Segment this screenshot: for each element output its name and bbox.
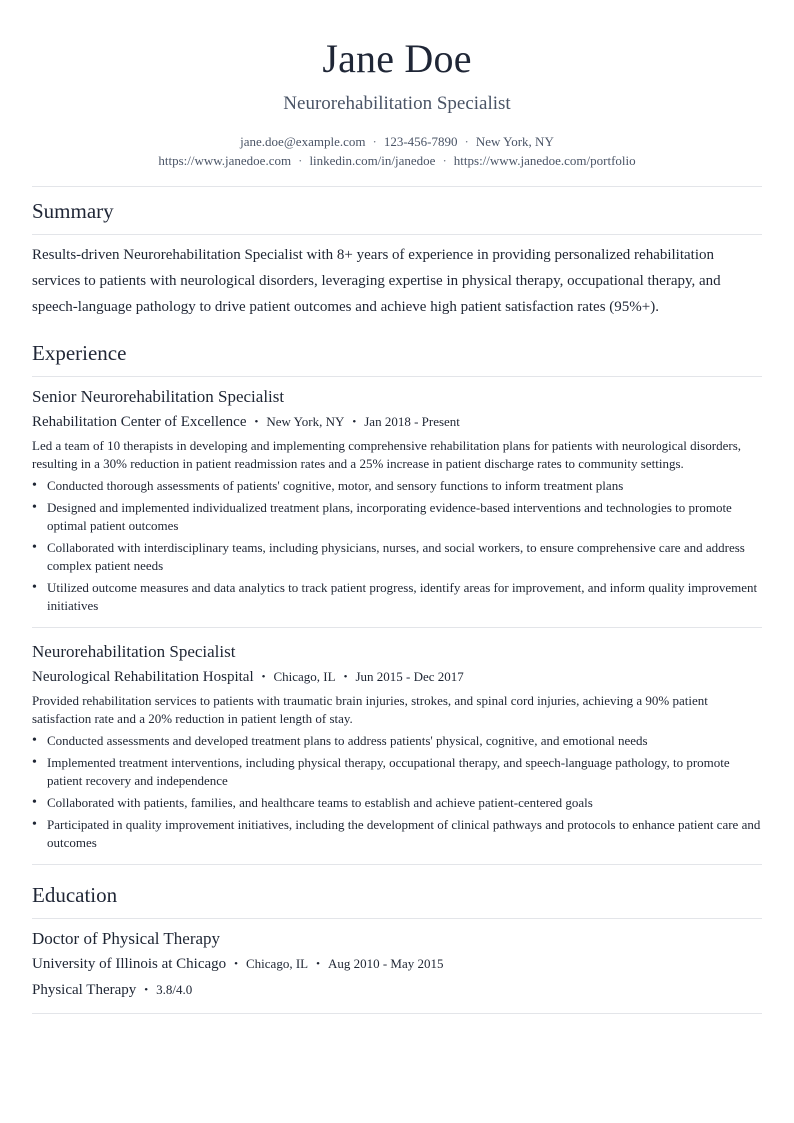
contact-separator: · — [442, 153, 447, 168]
field-of-study: Physical Therapy — [32, 982, 137, 998]
job-entry — [32, 386, 762, 615]
field-meta — [32, 980, 762, 1001]
list-item: • Collaborated with interdisciplinary teams, including physicians, nurses, and social workers, to ensure comprehensive care and address complex patient needs — [32, 539, 762, 575]
list-item: • Conducted thorough assessments of patients' cognitive, motor, and sensory functions to inform treatment plans — [32, 477, 762, 495]
job-title: Neurorehabilitation Specialist — [32, 642, 236, 661]
job-meta — [32, 412, 762, 433]
gpa-value: 3.8/4.0 — [156, 982, 193, 997]
meta-bullet: • — [254, 416, 259, 428]
summary-text: Results-driven Neurorehabilitation Specialist with 8+ years of experience in providing personalized rehabilitation services to patients with neurological disorders, leveraging expertise in physical therapy, occupational therapy, and speech-language pathology to drive patient outcomes and achieve high patient satisfaction rates (95%+). — [32, 247, 721, 315]
candidate-title: Neurorehabilitation Specialist — [283, 93, 511, 114]
meta-bullet: • — [352, 416, 357, 428]
job-location: Chicago, IL — [273, 669, 336, 684]
contact-row-links — [32, 151, 762, 170]
job-description: Led a team of 10 therapists in developing and implementing comprehensive rehabilitation plans for patients with neurological disorders, resulting in a 30% reduction in patient readmission rates and a 25% increase in patient discharge rates to community settings. — [32, 438, 742, 471]
portfolio-link[interactable]: https://www.janedoe.com/portfolio — [453, 153, 636, 168]
experience-heading: Experience — [32, 341, 127, 365]
contact-row-primary — [32, 132, 762, 151]
contact-separator: · — [372, 134, 377, 149]
meta-bullet: • — [316, 958, 320, 970]
summary-heading: Summary — [32, 199, 114, 223]
job-dates: Jun 2015 - Dec 2017 — [355, 669, 464, 684]
meta-bullet: • — [343, 671, 348, 683]
location-text: New York, NY — [475, 134, 554, 149]
school-name: University of Illinois at Chicago — [32, 956, 227, 972]
divider — [32, 186, 762, 187]
job-title: Senior Neurorehabilitation Specialist — [32, 387, 285, 406]
education-meta — [32, 954, 762, 975]
divider — [32, 627, 762, 628]
list-item: • Designed and implemented individualized treatment plans, incorporating evidence-based interventions and technologies to promote optimal patient outcomes — [32, 499, 762, 535]
meta-bullet: • — [144, 984, 149, 996]
degree-title: Doctor of Physical Therapy — [32, 929, 221, 948]
job-bullets — [32, 732, 762, 852]
linkedin-link[interactable]: linkedin.com/in/janedoe — [309, 153, 436, 168]
resume-header — [32, 0, 762, 170]
divider — [32, 234, 762, 235]
email-link[interactable]: jane.doe@example.com — [240, 134, 366, 149]
list-item: • Conducted assessments and developed treatment plans to address patients' physical, cognitive, and emotional needs — [32, 732, 762, 750]
divider — [32, 864, 762, 865]
website-link[interactable]: https://www.janedoe.com — [158, 153, 292, 168]
contact-separator: · — [298, 153, 303, 168]
list-item: • Collaborated with patients, families, and healthcare teams to establish and achieve patient-centered goals — [32, 794, 762, 812]
list-item: • Implemented treatment interventions, including physical therapy, occupational therapy, and speech-language pathology, to promote patient recovery and independence — [32, 754, 762, 790]
divider — [32, 1013, 762, 1014]
phone-text: 123-456-7890 — [383, 134, 458, 149]
candidate-name: Jane Doe — [322, 36, 472, 81]
job-entry — [32, 641, 762, 852]
divider — [32, 918, 762, 919]
education-entry — [32, 928, 762, 1001]
divider — [32, 376, 762, 377]
company-name: Neurological Rehabilitation Hospital — [32, 669, 254, 685]
meta-bullet: • — [234, 958, 238, 970]
education-dates: Aug 2010 - May 2015 — [327, 956, 444, 971]
meta-bullet: • — [261, 671, 266, 683]
job-description: Provided rehabilitation services to patients with traumatic brain injuries, strokes, and spinal cord injuries, achieving a 90% patient satisfaction rate and a 20% reduction in patient length of stay. — [32, 693, 708, 726]
resume-page — [32, 0, 762, 1014]
job-location: New York, NY — [266, 414, 345, 429]
list-item: • Utilized outcome measures and data analytics to track patient progress, identify areas for improvement, and inform quality improvement initiatives — [32, 579, 762, 615]
company-name: Rehabilitation Center of Excellence — [32, 414, 247, 430]
education-heading: Education — [32, 883, 118, 907]
job-dates: Jan 2018 - Present — [364, 414, 460, 429]
school-location: Chicago, IL — [246, 956, 309, 971]
list-item: • Participated in quality improvement initiatives, including the development of clinical pathways and protocols to enhance patient care and outcomes — [32, 816, 762, 852]
job-bullets — [32, 477, 762, 615]
job-meta — [32, 667, 762, 688]
contact-separator: · — [464, 134, 469, 149]
